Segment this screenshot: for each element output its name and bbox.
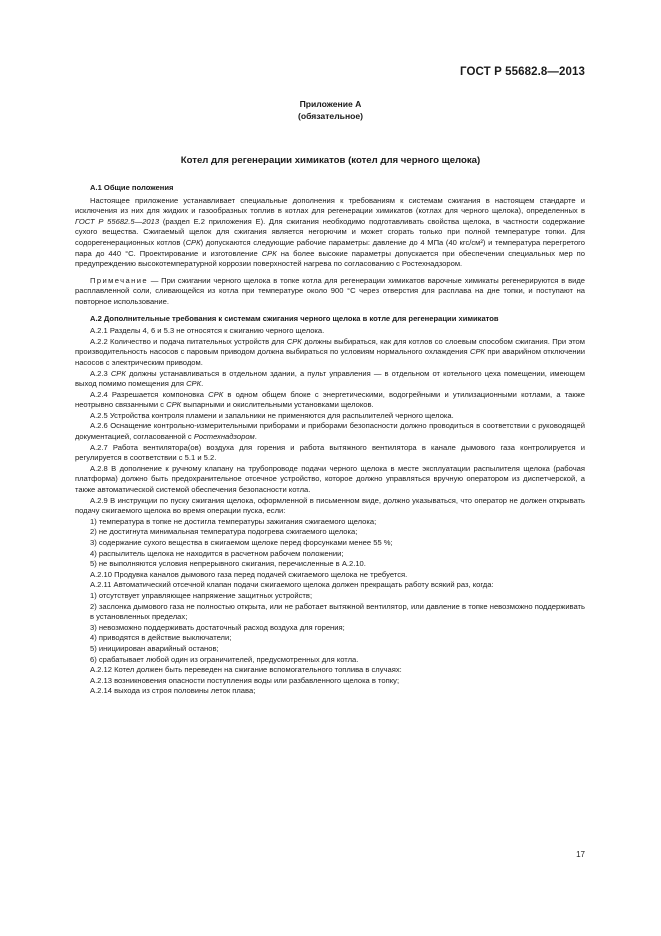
list-item: 4) распылитель щелока не находится в расчетном рабочем положении; bbox=[90, 548, 344, 558]
reference-gost: ГОСТ Р 55682.5—2013 bbox=[75, 216, 160, 226]
clause-a2-7: А.2.7 Работа вентилятора(ов) воздуха для горения и работа вытяжного вентилятора в канале дымового газа контролируется и регулируется в соответствии с 5.1 и 5.2. bbox=[75, 442, 585, 463]
clause-a2-10: А.2.10 Продувка каналов дымового газа перед подачей сжигаемого щелока не требуется. bbox=[90, 569, 408, 579]
note-label: Примечание bbox=[90, 275, 148, 285]
list-item: 2) не достигнута минимальная температура подогрева сжигаемого щелока; bbox=[90, 527, 358, 537]
clause-a2-8: А.2.8 В дополнение к ручному клапану на трубопроводе подачи черного щелока в месте эксплуатации распылителя щелока (рабочая платформа) должно быть предохранительное отсечное устройство, которое должно управляться вручную оператором из диспетчерской, а также автоматической системой обеспечения безопасности котла. bbox=[75, 463, 585, 495]
list-item: 5) не выполняются условия непрерывного сжигания, перечисленные в А.2.10. bbox=[90, 559, 366, 569]
page-number: 17 bbox=[576, 850, 585, 859]
annex-heading bbox=[0, 98, 661, 122]
clause-a2-5: А.2.5 Устройства контроля пламени и запальники не применяются для распылителей черного щелока. bbox=[90, 410, 454, 420]
list-item: 1) температура в топке не достигла температуры зажигания сжигаемого щелока; bbox=[90, 516, 377, 526]
annex-document-title: Котел для регенерации химикатов (котел для черного щелока) bbox=[180, 155, 481, 166]
list-item: 3) невозможно поддерживать достаточный расход воздуха для горения; bbox=[90, 622, 345, 632]
clause-a2-11: А.2.11 Автоматический отсечной клапан подачи сжигаемого щелока должен прекращать работу всякий раз, когда: bbox=[90, 580, 494, 590]
clause-a2-3: А.2.3 СРК должны устанавливаться в отдельном здании, а пульт управления — в отдельном от котельного цеха помещении, имеющем выход помимо помещения для СРК. bbox=[75, 368, 585, 389]
clause-a2-6: А.2.6 Оснащение контрольно-измерительными приборами и приборами безопасности должно проводиться в соответствии с руководящей документацией, согласованной с Ростехнадзором. bbox=[75, 421, 585, 442]
list-item: 4) приводятся в действие выключатели; bbox=[90, 633, 232, 643]
section-heading-a1: А.1 Общие положения bbox=[90, 183, 174, 192]
annex-status: (обязательное) bbox=[297, 111, 364, 121]
clause-a2-14: А.2.14 выхода из строя половины леток плава; bbox=[90, 686, 256, 696]
list-item: 2) заслонка дымового газа не полностью открыта, или не работает вытяжной вентилятор, или давление в топке невозможно поддерживать в установленных пределах; bbox=[90, 601, 585, 622]
clause-a2-2: А.2.2 Количество и подача питательных устройств для СРК должны выбираться, как для котлов со слоевым способом сжигания. При этом производительность насосов с паровым приводом должна выбираться по условиям нормального охлаждения СРК при аварийном отключении насосов с электрическим приводом. bbox=[75, 336, 585, 367]
list-item: 3) содержание сухого вещества в сжигаемом щелоке перед форсунками менее 55 %; bbox=[90, 538, 393, 547]
paragraph-a1-intro: Настоящее приложение устанавливает специальные дополнения к требованиям к системам сжигания в настоящем стандарте и исключения из них для жидких и газообразных топлив в котлах для регенерации химикатов (котлах для черного щелока), определенных в ГОСТ Р 55682.5—2013 (раздел Е.2 приложения Е). Для сжигания необходимо подготавливать свойства щелока, в частности содержание сухого вещества. Сжигаемый щелок для сжигания является негорючим и может сгорать только при полной температуре топки. Для содорегенерационных котлов (СРК) допускаются следующие рабочие параметры: давление до 4 МПа (40 кгс/см²) и температура перегретого пара до 440 °С. Проектирование и изготовление СРК на более высокие параметры допускается при обеспечении специальных мер по предупреждению высокотемпературной коррозии поверхностей нагрева по согласованию с Ростехнадзором. bbox=[75, 195, 586, 269]
clause-a2-4: А.2.4 Разрешается компоновка СРК в одном общем блоке с энергетическими, водогрейными и утилизационными котлами, а также неотрывно связанными с СРК выпарными и окислительными установками щелоков. bbox=[75, 389, 585, 410]
annex-title: Приложение А bbox=[299, 99, 362, 109]
list-item: 5) инициирован аварийный останов; bbox=[90, 643, 219, 653]
clause-a2-12: А.2.12 Котел должен быть переведен на сжигание вспомогательного топлива в случаях: bbox=[90, 665, 402, 675]
note-paragraph: Примечание — При сжигании черного щелока в топке котла для регенерации химикатов варочные химикаты регенерируются в виде расплавленной соли, сливающейся из котла при температуре около 900 °С через отверстия для расплава на дне топки, и поступают на повторное использование. bbox=[75, 275, 585, 306]
section-heading-a2: А.2 Дополнительные требования к системам сжигания черного щелока в котле для регенерации химикатов bbox=[90, 313, 499, 323]
list-item: 1) отсутствует управляющее напряжение защитных устройств; bbox=[90, 590, 313, 600]
clause-a2-13: А.2.13 возникновения опасности поступления воды или разбавленного щелока в топку; bbox=[90, 675, 400, 685]
clause-a2-9: А.2.9 В инструкции по пуску сжигания щелока, оформленной в письменном виде, должно указываться, что оператор не должен открывать подачу сжигаемого щелока во время операции пуска, если: bbox=[75, 495, 585, 516]
document-body bbox=[75, 183, 585, 697]
list-item: 6) срабатывает любой один из ограничителей, предусмотренных для котла. bbox=[90, 654, 359, 664]
standard-code: ГОСТ Р 55682.8—2013 bbox=[460, 66, 585, 78]
clause-a2-1: А.2.1 Разделы 4, 6 и 5.3 не относятся к сжиганию черного щелока. bbox=[90, 326, 325, 336]
